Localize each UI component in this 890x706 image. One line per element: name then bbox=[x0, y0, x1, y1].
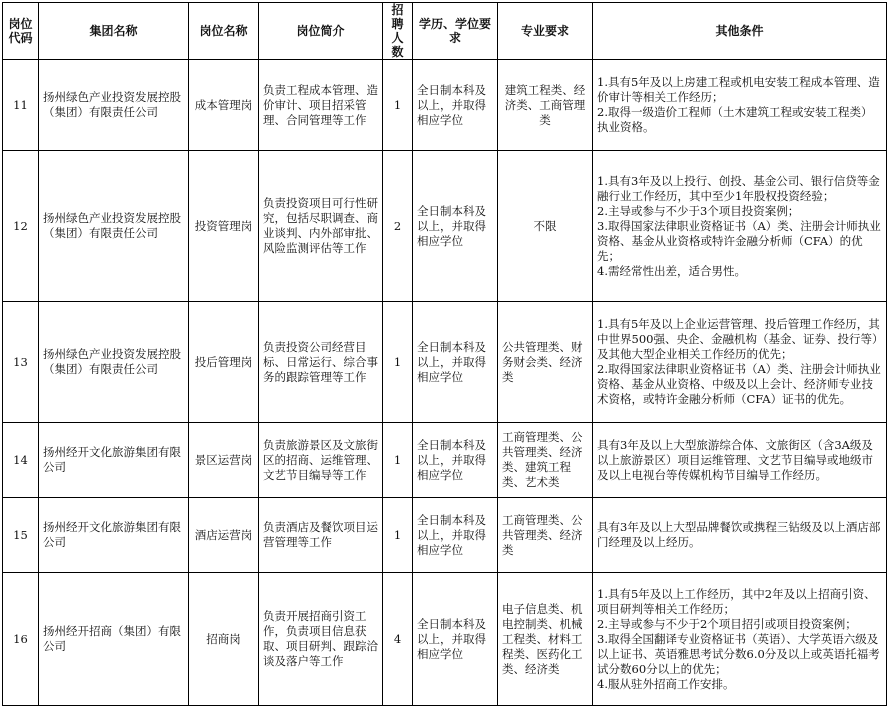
cell-group: 扬州绿色产业投资发展控股（集团）有限责任公司 bbox=[39, 151, 189, 302]
cell-count: 2 bbox=[383, 151, 413, 302]
cell-intro: 负责投资公司经营目标、日常运行、综合事务的跟踪管理等工作 bbox=[259, 302, 383, 423]
other-line: 1.具有5年及以上企业运营管理、投后管理工作经历，其中世界500强、央企、金融机构（基金、证券、投行等）及其他大型企业相关工作经历的优先； bbox=[597, 317, 880, 361]
cell-other bbox=[593, 573, 887, 706]
cell-other bbox=[593, 423, 887, 498]
cell-intro: 负责投资项目可行性研究，包括尽职调查、商业谈判、内外部审批、风险监测评估等工作 bbox=[259, 151, 383, 302]
cell-code: 11 bbox=[3, 60, 39, 151]
cell-count: 1 bbox=[383, 423, 413, 498]
cell-position: 酒店运营岗 bbox=[189, 498, 259, 573]
other-line: 1.具有5年及以上房建工程或机电安装工程成本管理、造价审计等相关工作经历； bbox=[597, 75, 880, 104]
header-position: 岗位名称 bbox=[189, 3, 259, 60]
other-line: 具有3年及以上大型品牌餐饮或携程三钻级及以上酒店部门经理及以上经历。 bbox=[597, 520, 881, 549]
header-row bbox=[3, 3, 887, 60]
cell-count: 1 bbox=[383, 302, 413, 423]
cell-intro: 负责开展招商引资工作，负责项目信息获取、项目研判、跟踪洽谈及落户等工作 bbox=[259, 573, 383, 706]
other-line: 3.取得国家法律职业资格证书（A）类、注册会计师执业资格、基金从业资格或特许金融分析师（CFA）的优先； bbox=[597, 218, 881, 263]
cell-other bbox=[593, 151, 887, 302]
other-line: 2.主导或参与不少于2个项目招引或项目投资案例； bbox=[597, 616, 857, 631]
cell-position: 成本管理岗 bbox=[189, 60, 259, 151]
other-line: 1.具有5年及以上工作经历，其中2年及以上招商引资、项目研判等相关工作经历； bbox=[597, 586, 876, 616]
cell-education: 全日制本科及以上，并取得相应学位 bbox=[413, 302, 498, 423]
cell-position: 招商岗 bbox=[189, 573, 259, 706]
other-line: 具有3年及以上大型旅游综合体、文旅街区（含3A级及以上旅游景区）项目运维管理、文艺节目编导或地级市及以上电视台等传媒机构节目编导工作经历。 bbox=[597, 437, 873, 482]
header-code: 岗位代码 bbox=[3, 3, 39, 60]
cell-intro: 负责酒店及餐饮项目运营管理等工作 bbox=[259, 498, 383, 573]
cell-intro: 负责工程成本管理、造价审计、项目招采管理、合同管理等工作 bbox=[259, 60, 383, 151]
cell-education: 全日制本科及以上，并取得相应学位 bbox=[413, 60, 498, 151]
other-line: 4.需经常性出差，适合男性。 bbox=[597, 263, 746, 278]
cell-code: 13 bbox=[3, 302, 39, 423]
recruitment-table bbox=[2, 2, 887, 706]
header-intro: 岗位简介 bbox=[259, 3, 383, 60]
cell-code: 14 bbox=[3, 423, 39, 498]
cell-group: 扬州绿色产业投资发展控股（集团）有限责任公司 bbox=[39, 60, 189, 151]
table-row bbox=[3, 60, 887, 151]
header-group: 集团名称 bbox=[39, 3, 189, 60]
table-row bbox=[3, 498, 887, 573]
cell-position: 投后管理岗 bbox=[189, 302, 259, 423]
cell-count: 4 bbox=[383, 573, 413, 706]
cell-group: 扬州经开文化旅游集团有限公司 bbox=[39, 423, 189, 498]
cell-group: 扬州经开文化旅游集团有限公司 bbox=[39, 498, 189, 573]
cell-education: 全日制本科及以上，并取得相应学位 bbox=[413, 573, 498, 706]
table-row bbox=[3, 302, 887, 423]
cell-other bbox=[593, 60, 887, 151]
header-other: 其他条件 bbox=[593, 3, 887, 60]
table-row bbox=[3, 573, 887, 706]
other-line: 2.取得国家法律职业资格证书（A）类、注册会计师执业资格、基金从业资格、中级及以上会计、经济师专业技术资格，或特许金融分析师（CFA）证书的优先。 bbox=[597, 362, 881, 406]
cell-intro: 负责旅游景区及文旅街区的招商、运维管理、文艺节目编导等工作 bbox=[259, 423, 383, 498]
cell-education: 全日制本科及以上，并取得相应学位 bbox=[413, 151, 498, 302]
cell-major: 不限 bbox=[498, 151, 593, 302]
cell-code: 16 bbox=[3, 573, 39, 706]
cell-major: 建筑工程类、经济类、工商管理类 bbox=[498, 60, 593, 151]
cell-major: 电子信息类、机电控制类、机械工程类、材料工程类、医药化工类、经济类 bbox=[498, 573, 593, 706]
cell-education: 全日制本科及以上，并取得相应学位 bbox=[413, 423, 498, 498]
other-line: 2.取得一级造价工程师（土木建筑工程或安装工程类）执业资格。 bbox=[597, 105, 873, 134]
other-line: 4.服从驻外招商工作安排。 bbox=[597, 676, 735, 691]
cell-other bbox=[593, 302, 887, 423]
cell-position: 投资管理岗 bbox=[189, 151, 259, 302]
cell-major: 公共管理类、财务财会类、经济类 bbox=[498, 302, 593, 423]
header-education: 学历、学位要求 bbox=[413, 3, 498, 60]
cell-count: 1 bbox=[383, 60, 413, 151]
header-count: 招聘人数 bbox=[383, 3, 413, 60]
cell-code: 15 bbox=[3, 498, 39, 573]
cell-position: 景区运营岗 bbox=[189, 423, 259, 498]
cell-count: 1 bbox=[383, 498, 413, 573]
cell-group: 扬州经开招商（集团）有限公司 bbox=[39, 573, 189, 706]
cell-code: 12 bbox=[3, 151, 39, 302]
cell-major: 工商管理类、公共管理类、经济类 bbox=[498, 498, 593, 573]
header-major: 专业要求 bbox=[498, 3, 593, 60]
other-line: 3.取得全国翻译专业资格证书（英语）、大学英语六级及以上证书、英语雅思考试分数6.0分及以上或英语托福考试分数60分以上的优先； bbox=[597, 631, 880, 676]
other-line: 1.具有3年及以上投行、创投、基金公司、银行信贷等金融行业工作经历，其中至少1年股权投资经验； bbox=[597, 173, 880, 203]
table-row bbox=[3, 151, 887, 302]
other-line: 2.主导或参与不少于3个项目投资案例； bbox=[597, 203, 800, 218]
cell-group: 扬州绿色产业投资发展控股（集团）有限责任公司 bbox=[39, 302, 189, 423]
cell-major: 工商管理类、公共管理类、经济类、建筑工程类、艺术类 bbox=[498, 423, 593, 498]
table-row bbox=[3, 423, 887, 498]
cell-education: 全日制本科及以上，并取得相应学位 bbox=[413, 498, 498, 573]
cell-other bbox=[593, 498, 887, 573]
